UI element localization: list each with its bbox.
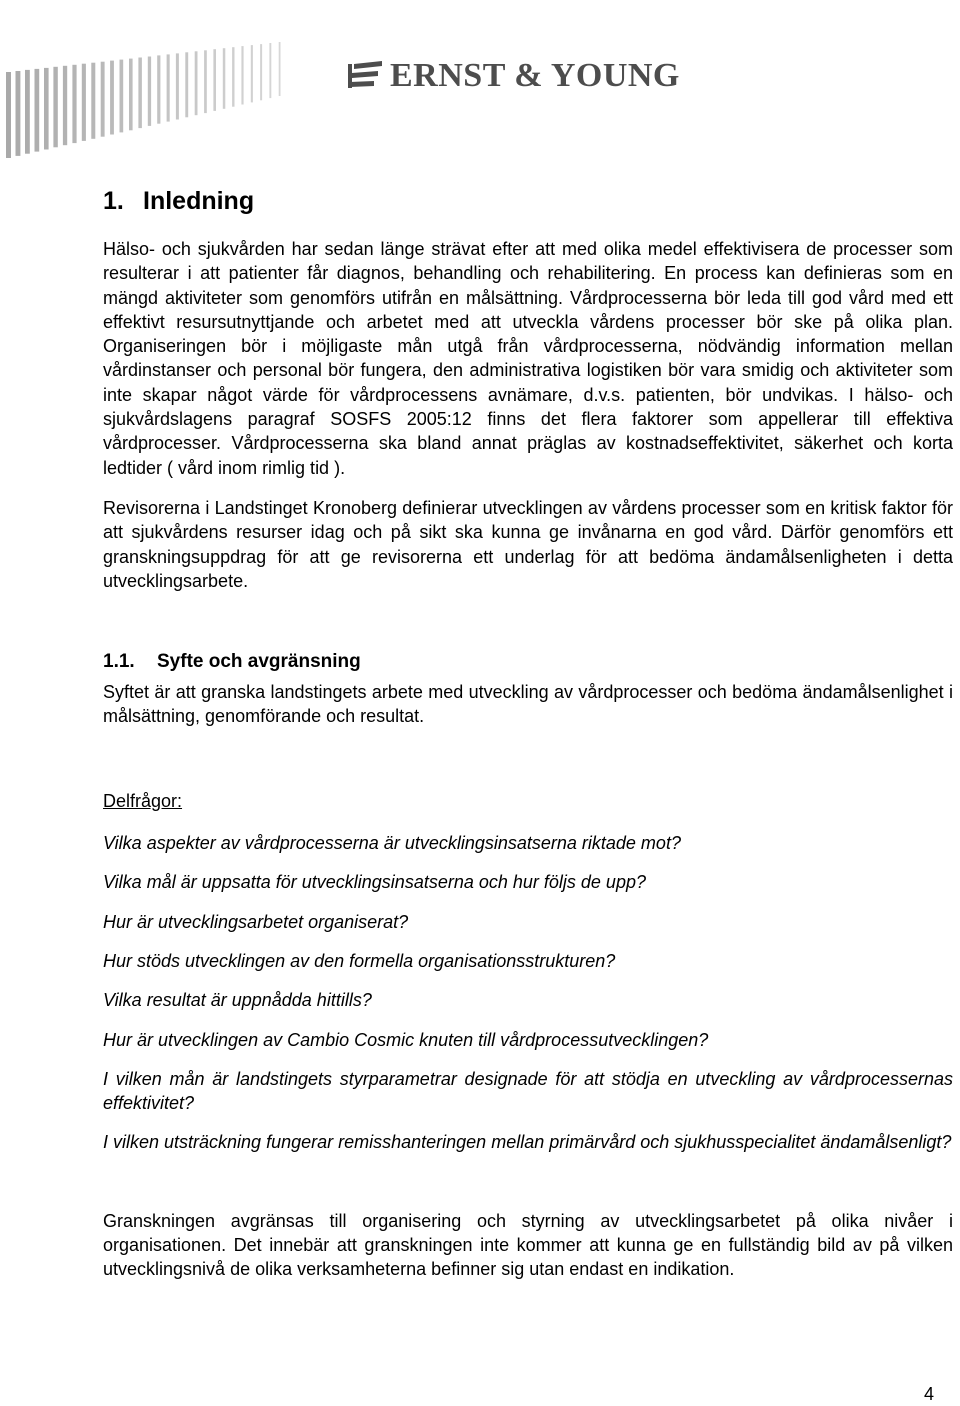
subsection-title: Syfte och avgränsning [157,651,361,673]
subquestion-item: Vilka mål är uppsatta för utvecklingsinsatserna och hur följs de upp? [103,872,646,893]
decorative-stripes [0,40,340,165]
subquestions-label: Delfrågor: [103,790,183,811]
subquestion-item: Vilka resultat är uppnådda hittills? [103,990,372,1011]
subquestion-item: I vilken utsträckning fungerar remisshanteringen mellan primärvård och sjukhusspecialitet ändamålsenligt? [103,1132,952,1153]
subquestion-item: Vilka aspekter av vårdprocesserna är utvecklingsinsatserna riktade mot? [103,833,681,854]
logo-text: ERNST & YOUNG [390,57,680,94]
page-number: 4 [923,1384,934,1404]
ernst-young-logo [348,56,680,96]
intro-paragraph-2: Revisorerna i Landstinget Kronoberg definierar utvecklingen av vårdens processer som en kritisk faktor för att sjukvårdens resurser idag och på sikt ska kunna ge invånarna en god vård. Därför genomförs ett granskningsuppdrag för att ge revisorerna ett underlag för att bedöma ändamålsenligheten i detta utvecklingsarbete. [103,497,953,591]
document-body [103,186,953,1282]
subquestion-item: Hur är utvecklingen av Cambio Cosmic knuten till vårdprocessutvecklingen? [103,1029,709,1050]
section-heading-inledning [103,186,953,216]
section-number: 1. [103,187,124,215]
intro-paragraph-1: Hälso- och sjukvården har sedan länge strävat efter att med olika medel effektivisera de processer som resulterar i att patienter får diagnos, behandling och rehabilitering. En process kan definieras som en mängd aktiviteter som genomförs utifrån en målsättning. Vårdprocesserna bör leda till god vård med ett effektivt resursutnyttjande och arbetet med att utveckla vårdens processer bör ske på olika plan. Organiseringen bör i möjligaste mån utgå från vårdprocesserna, nödvändig information mellan vårdinstanser och personal bör fungera, den administrativa logistiken bör vara smidig och aktiviteter som inte skapar något värde för vårdprocessens avnämare, d.v.s. patienten, bör undvikas. I hälso- och sjukvårdslagens paragraf SOSFS 2005:12 finns det flera faktorer som appellerar till effektiva vårdprocesser. Vårdprocesserna ska bland annat präglas av kostnadseffektivitet, säkerhet och korta ledtider ( vård inom rimlig tid ). [103,239,953,478]
subquestion-item: Hur stöds utvecklingen av den formella organisationsstrukturen? [103,950,616,971]
logo-mark-icon [348,61,384,91]
section-title: Inledning [143,187,255,215]
purpose-paragraph: Syftet är att granska landstingets arbete med utveckling av vårdprocesser och bedöma ändamålsenlighet i målsättning, genomförande och resultat. [103,682,953,727]
subsection-number: 1.1. [103,651,135,673]
scope-paragraph: Granskningen avgränsas till organisering och styrning av utvecklingsarbetet på olika nivåer i organisationen. Det innebär att granskningen inte kommer att kunna ge en fullständig bild av på vilken utvecklingsnivå de olika verksamheterna befinner sig utan endast en indikation. [103,1210,953,1280]
subquestion-item: I vilken mån är landstingets styrparametrar designade för att stödja en utveckling av vårdprocessernas effektivitet? [103,1068,953,1114]
section-heading-syfte [103,649,953,675]
subquestion-item: Hur är utvecklingsarbetet organiserat? [103,911,409,932]
